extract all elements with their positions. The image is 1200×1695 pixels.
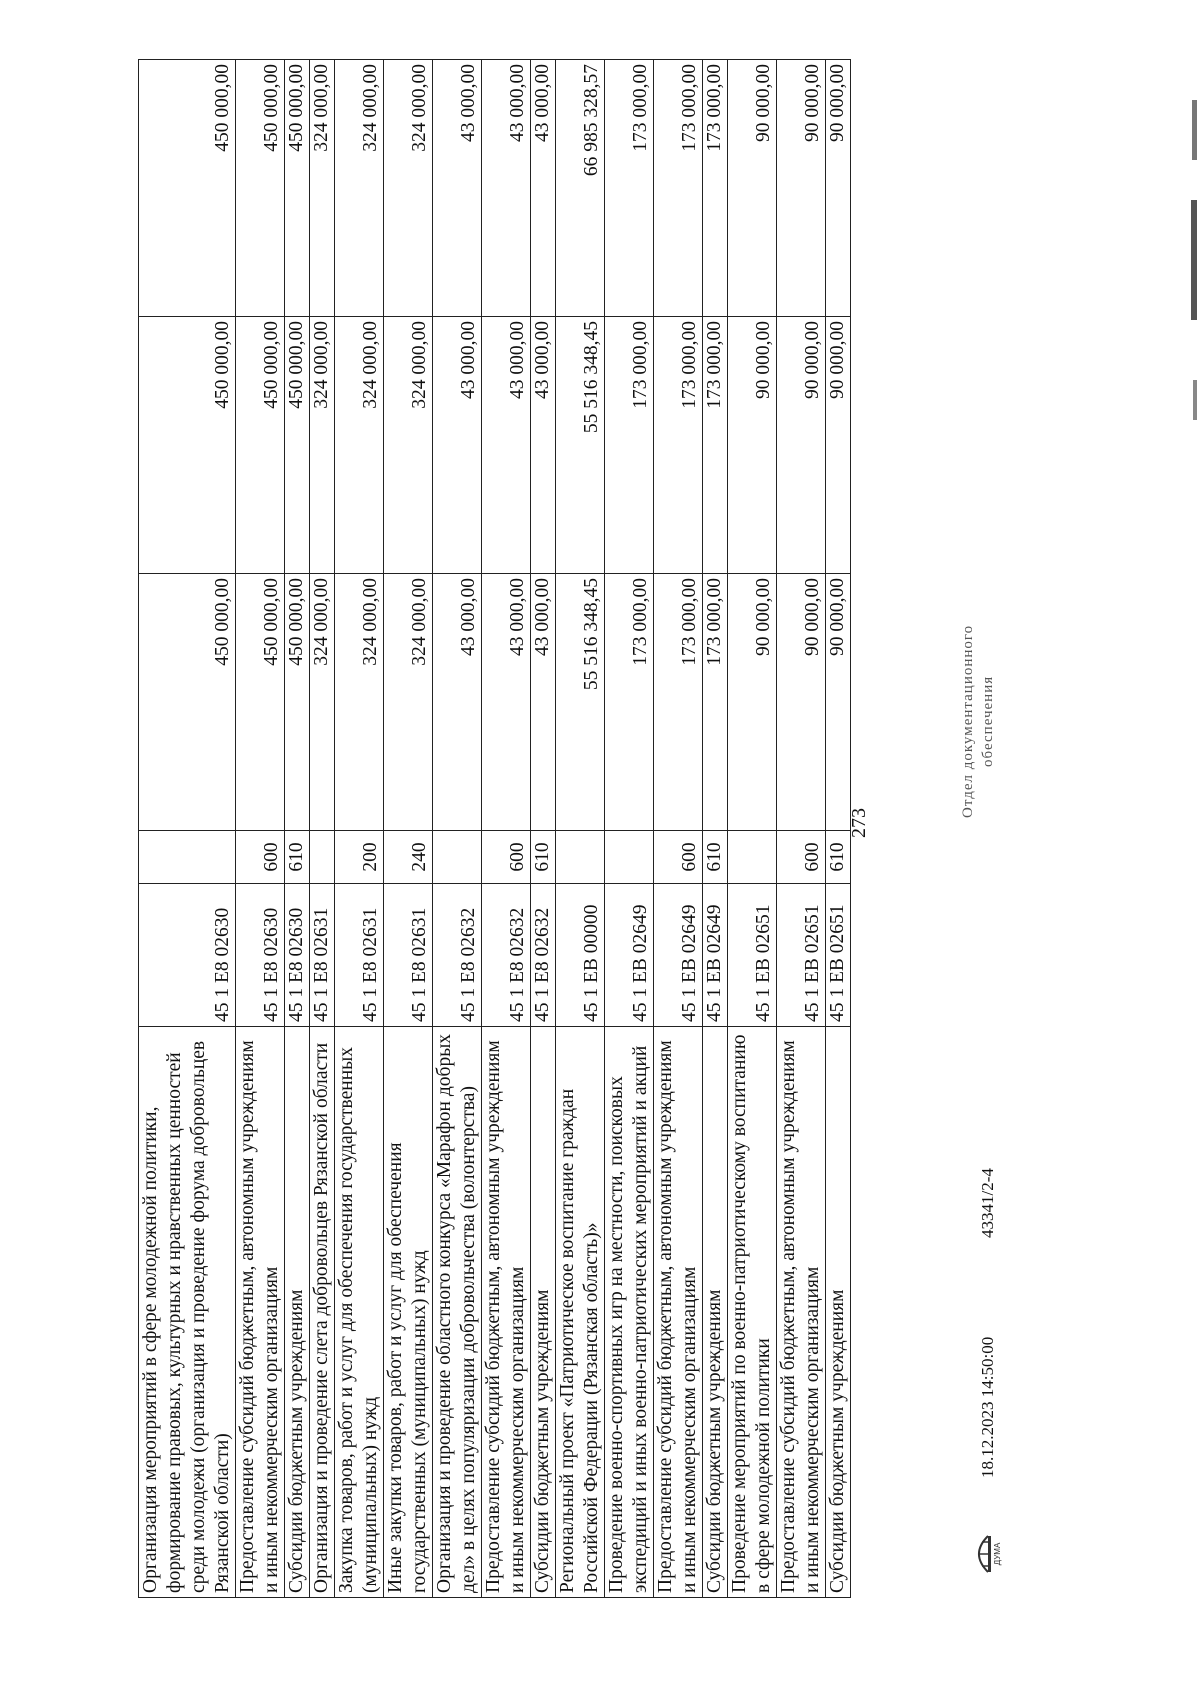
- row-name: Субсидии бюджетным учреждениям: [703, 1027, 728, 1598]
- row-amount-3: 90 000,00: [728, 60, 777, 317]
- row-expense-type: 610: [703, 831, 728, 884]
- row-expense-type: 200: [335, 831, 384, 884]
- footer-date: 18.12.2023 14:50:00: [978, 1336, 997, 1478]
- row-expense-type: [433, 831, 482, 884]
- row-code: 45 1 ЕВ 02651: [728, 884, 777, 1027]
- row-amount-3: 450 000,00: [236, 60, 285, 317]
- table-row: [285, 60, 310, 1598]
- row-amount-3: 43 000,00: [482, 60, 531, 317]
- row-expense-type: 600: [777, 831, 826, 884]
- table-row: [826, 60, 851, 1598]
- row-name: Организация и проведение областного конкурса «Марафон добрых дел» в целях популяризации добровольчества (волонтерства): [433, 1027, 482, 1598]
- stamp-line-2: обеспечения: [980, 675, 996, 767]
- row-amount-1: 173 000,00: [654, 574, 703, 831]
- table-row: [728, 60, 777, 1598]
- row-amount-2: 173 000,00: [654, 317, 703, 574]
- row-expense-type: [728, 831, 777, 884]
- table-row: [777, 60, 826, 1598]
- row-expense-type: [310, 831, 335, 884]
- row-amount-1: 90 000,00: [777, 574, 826, 831]
- row-amount-2: 450 000,00: [236, 317, 285, 574]
- row-amount-3: 324 000,00: [310, 60, 335, 317]
- row-code: 45 1 Е8 02631: [310, 884, 335, 1027]
- table-row: [482, 60, 531, 1598]
- row-expense-type: [139, 831, 236, 884]
- row-amount-2: 43 000,00: [531, 317, 556, 574]
- row-code: 45 1 Е8 02632: [531, 884, 556, 1027]
- row-code: 45 1 ЕВ 02649: [654, 884, 703, 1027]
- table-row: [384, 60, 433, 1598]
- row-amount-3: 43 000,00: [531, 60, 556, 317]
- table-row: [654, 60, 703, 1598]
- row-expense-type: 610: [285, 831, 310, 884]
- row-amount-3: 90 000,00: [777, 60, 826, 317]
- table-row: [236, 60, 285, 1598]
- table-row: [139, 60, 236, 1598]
- row-amount-1: 450 000,00: [285, 574, 310, 831]
- row-amount-1: 450 000,00: [139, 574, 236, 831]
- row-amount-3: 450 000,00: [139, 60, 236, 317]
- rotated-page-content: [138, 64, 1018, 1598]
- row-code: 45 1 ЕВ 02649: [605, 884, 654, 1027]
- table-row: [531, 60, 556, 1598]
- row-expense-type: [605, 831, 654, 884]
- row-amount-3: 450 000,00: [285, 60, 310, 317]
- row-name: Организация мероприятий в сфере молодежной политики, формирование правовых, культурных и нравственных ценностей среди молодежи (организация и проведение форума добровольцев Рязанской области): [139, 1027, 236, 1598]
- row-amount-1: 90 000,00: [728, 574, 777, 831]
- row-name: Закупка товаров, работ и услуг для обеспечения государственных (муниципальных) нужд: [335, 1027, 384, 1598]
- row-amount-1: 43 000,00: [531, 574, 556, 831]
- row-expense-type: 600: [654, 831, 703, 884]
- row-amount-2: 43 000,00: [482, 317, 531, 574]
- row-amount-3: 324 000,00: [384, 60, 433, 317]
- row-amount-2: 324 000,00: [384, 317, 433, 574]
- row-code: 45 1 Е8 02631: [335, 884, 384, 1027]
- row-amount-2: 450 000,00: [285, 317, 310, 574]
- table-row: [335, 60, 384, 1598]
- logo-text: ДУМА: [993, 1542, 1002, 1566]
- row-expense-type: 600: [482, 831, 531, 884]
- table-row: [433, 60, 482, 1598]
- row-amount-3: 66 985 328,57: [556, 60, 605, 317]
- department-stamp: [958, 625, 998, 818]
- row-code: 45 1 ЕВ 02649: [703, 884, 728, 1027]
- row-amount-2: 55 516 348,45: [556, 317, 605, 574]
- row-code: 45 1 Е8 02630: [236, 884, 285, 1027]
- duma-logo-icon: [968, 1530, 1002, 1578]
- footer-doc-number: 43341/2-4: [978, 1168, 997, 1238]
- row-name: Проведение военно-спортивных игр на местности, поисковых экспедиций и иных военно-патриотических мероприятий и акций: [605, 1027, 654, 1598]
- row-amount-3: 43 000,00: [433, 60, 482, 317]
- stamp-line-1: Отдел документационного: [960, 624, 976, 818]
- row-expense-type: [556, 831, 605, 884]
- row-code: 45 1 ЕВ 02651: [777, 884, 826, 1027]
- row-code: 45 1 Е8 02632: [482, 884, 531, 1027]
- row-expense-type: 610: [826, 831, 851, 884]
- row-code: 45 1 Е8 02630: [285, 884, 310, 1027]
- row-amount-3: 173 000,00: [654, 60, 703, 317]
- table-row: [310, 60, 335, 1598]
- row-name: Субсидии бюджетным учреждениям: [285, 1027, 310, 1598]
- row-name: Предоставление субсидий бюджетным, автономным учреждениям и иным некоммерческим организациям: [777, 1027, 826, 1598]
- row-amount-2: 90 000,00: [777, 317, 826, 574]
- row-amount-2: 43 000,00: [433, 317, 482, 574]
- row-code: 45 1 Е8 02630: [139, 884, 236, 1027]
- table-row: [605, 60, 654, 1598]
- row-name: Иные закупки товаров, работ и услуг для обеспечения государственных (муниципальных) нужд: [384, 1027, 433, 1598]
- budget-table-body: [139, 60, 851, 1598]
- row-amount-1: 43 000,00: [433, 574, 482, 831]
- row-amount-2: 173 000,00: [605, 317, 654, 574]
- row-amount-2: 90 000,00: [728, 317, 777, 574]
- row-amount-3: 90 000,00: [826, 60, 851, 317]
- page-number: 273: [848, 808, 870, 838]
- row-amount-1: 324 000,00: [335, 574, 384, 831]
- row-expense-type: 610: [531, 831, 556, 884]
- row-amount-3: 324 000,00: [335, 60, 384, 317]
- row-amount-1: 324 000,00: [310, 574, 335, 831]
- row-amount-2: 173 000,00: [703, 317, 728, 574]
- row-name: Предоставление субсидий бюджетным, автономным учреждениям и иным некоммерческим организациям: [482, 1027, 531, 1598]
- row-amount-2: 324 000,00: [335, 317, 384, 574]
- scanner-edge-marks: [1182, 0, 1200, 1695]
- row-code: 45 1 ЕВ 00000: [556, 884, 605, 1027]
- row-amount-1: 43 000,00: [482, 574, 531, 831]
- table-row: [556, 60, 605, 1598]
- row-amount-1: 324 000,00: [384, 574, 433, 831]
- row-name: Региональный проект «Патриотическое воспитание граждан Российской Федерации (Рязанская область)»: [556, 1027, 605, 1598]
- row-amount-1: 55 516 348,45: [556, 574, 605, 831]
- row-amount-3: 173 000,00: [703, 60, 728, 317]
- row-amount-1: 450 000,00: [236, 574, 285, 831]
- row-name: Организация и проведение слета добровольцев Рязанской области: [310, 1027, 335, 1598]
- row-amount-2: 90 000,00: [826, 317, 851, 574]
- table-row: [703, 60, 728, 1598]
- row-expense-type: 240: [384, 831, 433, 884]
- row-code: 45 1 Е8 02632: [433, 884, 482, 1027]
- row-expense-type: 600: [236, 831, 285, 884]
- row-name: Субсидии бюджетным учреждениям: [826, 1027, 851, 1598]
- row-amount-2: 450 000,00: [139, 317, 236, 574]
- row-code: 45 1 ЕВ 02651: [826, 884, 851, 1027]
- budget-table: [138, 59, 851, 1598]
- row-code: 45 1 Е8 02631: [384, 884, 433, 1027]
- row-name: Субсидии бюджетным учреждениям: [531, 1027, 556, 1598]
- row-name: Предоставление субсидий бюджетным, автономным учреждениям и иным некоммерческим организациям: [236, 1027, 285, 1598]
- row-amount-1: 173 000,00: [703, 574, 728, 831]
- row-amount-3: 173 000,00: [605, 60, 654, 317]
- row-amount-2: 324 000,00: [310, 317, 335, 574]
- row-name: Проведение мероприятий по военно-патриотическому воспитанию в сфере молодежной политики: [728, 1027, 777, 1598]
- row-amount-1: 173 000,00: [605, 574, 654, 831]
- row-amount-1: 90 000,00: [826, 574, 851, 831]
- row-name: Предоставление субсидий бюджетным, автономным учреждениям и иным некоммерческим организациям: [654, 1027, 703, 1598]
